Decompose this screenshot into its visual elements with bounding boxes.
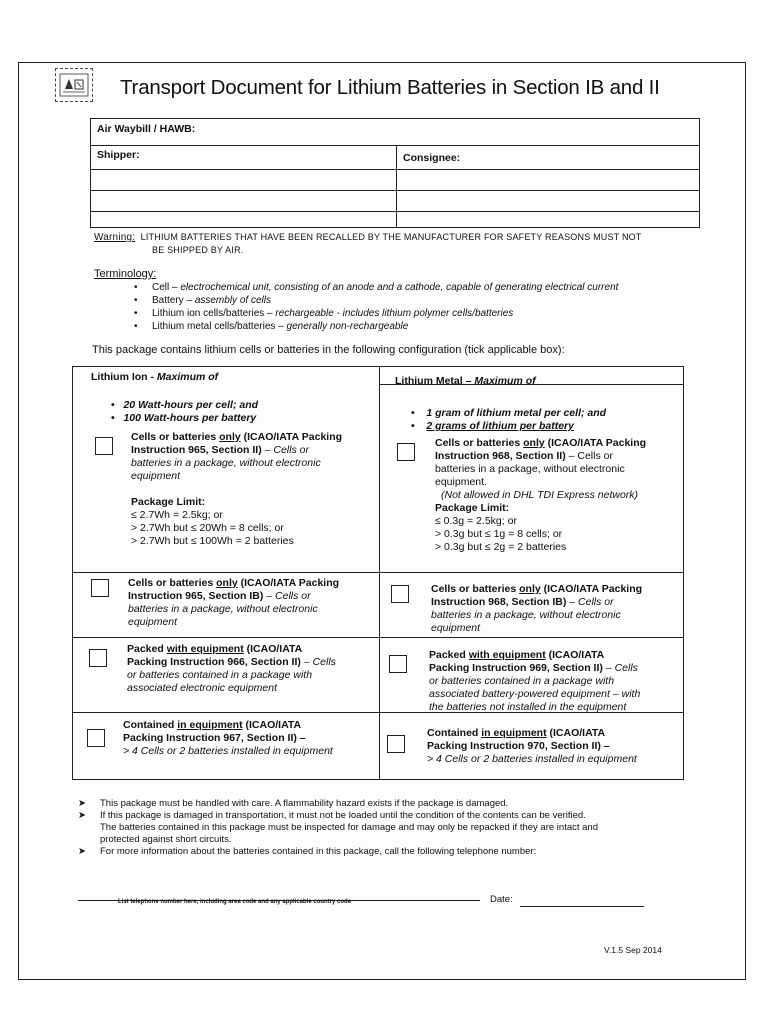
shipper-field[interactable] (91, 146, 395, 228)
list-item: protected against short circuits. (100, 834, 232, 845)
list-item: ➤ This package must be handled with care. A flammability hazard exists if the package is damaged. (78, 798, 509, 809)
list-item: ➤ For more information about the batteries contained in this package, call the following telephone number: (78, 846, 537, 857)
terminology-title: Terminology: (94, 268, 157, 280)
pi966-section-ii-text: Packed with equipment (ICAO/IATA Packing Instruction 966, Section II) – Cells or batteries contained in a package with associated electronic equipment (127, 643, 336, 694)
date-field[interactable] (520, 906, 644, 907)
intro-text: This package contains lithium cells or batteries in the following configuration (tick applicable box): (92, 344, 565, 356)
pi970-section-ii-text: Contained in equipment (ICAO/IATA Packing Instruction 970, Section II) – > 4 Cells or 2 batteries installed in equipment (427, 727, 637, 765)
lithium-metal-heading: Lithium Metal – Maximum of (395, 375, 536, 387)
configuration-table (72, 366, 684, 780)
handling-notes (78, 798, 598, 858)
page-title: Transport Document for Lithium Batteries in Section IB and II (120, 76, 660, 99)
pi968-section-ii-checkbox[interactable] (397, 443, 415, 461)
air-waybill-label: Air Waybill / HAWB: (97, 123, 196, 135)
list-item: • Lithium metal cells/batteries – generally non-rechargeable (134, 320, 618, 333)
list-item: • Lithium ion cells/batteries – rechargeable - includes lithium polymer cells/batteries (134, 307, 618, 320)
lithium-ion-limits: • 20 Watt-hours per cell; and • 100 Watt-hours per battery (111, 399, 259, 424)
pi969-section-ii-text: Packed with equipment (ICAO/IATA Packing Instruction 969, Section II) – Cells or batteries contained in a package with associated battery-powered equipment – with the batteries not installed in the equipment (429, 649, 641, 713)
version-label: V.1.5 Sep 2014 (604, 945, 662, 955)
pi967-section-ii-checkbox[interactable] (87, 729, 105, 747)
list-item: • Battery – assembly of cells (134, 294, 618, 307)
date-label: Date: (490, 894, 513, 905)
pi965-section-ii-text: Cells or batteries only (ICAO/IATA Packing Instruction 965, Section II) – Cells or batteries in a package, without electronic equipment Package Limit: ≤ 2.7Wh = 2.5kg; or > 2.7Wh but ≤ 20Wh = 8 cells; or > 2.7Wh but ≤ 100Wh = 2 batteries (131, 431, 343, 547)
pi965-section-ib-text: Cells or batteries only (ICAO/IATA Packing Instruction 965, Section IB) – Cells or batteries in a package, without electronic equipment (128, 577, 340, 628)
pi970-section-ii-checkbox[interactable] (387, 735, 405, 753)
terminology-list (134, 281, 618, 333)
pi967-section-ii-text: Contained in equipment (ICAO/IATA Packing Instruction 967, Section II) – > 4 Cells or 2 batteries installed in equipment (123, 719, 333, 757)
warning-label: Warning: (94, 232, 136, 243)
list-item: • Cell – electrochemical unit, consisting of an anode and a cathode, capable of generating electrical current (134, 281, 618, 294)
warning-text: Warning: LITHIUM BATTERIES THAT HAVE BEEN RECALLED BY THE MANUFACTURER FOR SAFETY REASONS MUST NOT (94, 232, 642, 243)
phone-caption: List telephone number here, including area code and any applicable country code (118, 899, 352, 905)
list-item: ➤ If this package is damaged in transportation, it must not be loaded until the condition of the contents can be verified. (78, 810, 586, 821)
pi968-section-ii-text: Cells or batteries only (ICAO/IATA Packing Instruction 968, Section II) – Cells or batteries in a package, without electronic equipment. (Not allowed in DHL TDI Express network) Package Limit: ≤ 0.3g = 2.5kg; or > 0.3g but ≤ 1g = 8 cells; or > 0.3g but ≤ 2g = 2 batteries (435, 437, 647, 553)
consignee-field[interactable] (397, 146, 699, 228)
shipper-label: Shipper: (97, 149, 140, 161)
warning-text-2: BE SHIPPED BY AIR. (152, 245, 244, 255)
dangerous-goods-label-icon (55, 68, 93, 102)
waybill-section (90, 118, 700, 228)
pi968-section-ib-text: Cells or batteries only (ICAO/IATA Packing Instruction 968, Section IB) – Cells or batteries in a package, without electronic equipment (431, 583, 643, 634)
consignee-label: Consignee: (403, 152, 461, 164)
pi968-section-ib-checkbox[interactable] (391, 585, 409, 603)
pi965-section-ib-checkbox[interactable] (91, 579, 109, 597)
lithium-ion-heading: Lithium Ion - Maximum of (91, 371, 219, 383)
list-item: The batteries contained in this package must be inspected for damage and may only be repacked if they are intact and (100, 822, 598, 833)
lithium-metal-limits: • 1 gram of lithium metal per cell; and • 2 grams of lithium per battery (411, 407, 607, 432)
pi966-section-ii-checkbox[interactable] (89, 649, 107, 667)
pi969-section-ii-checkbox[interactable] (389, 655, 407, 673)
pi965-section-ii-checkbox[interactable] (95, 437, 113, 455)
